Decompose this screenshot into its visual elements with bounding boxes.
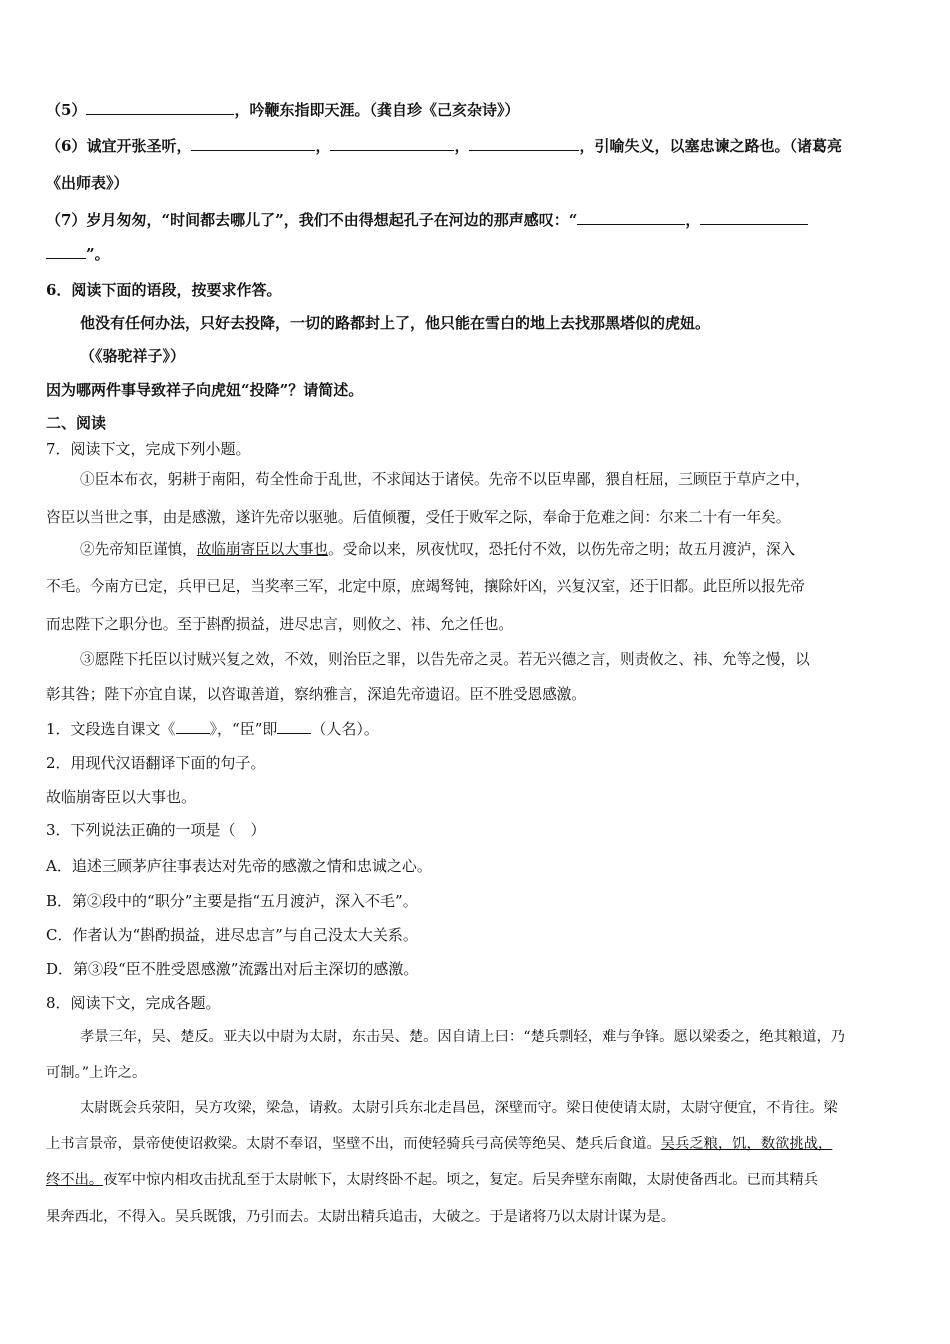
q8-passage-p2-l1: 太尉既会兵荥阳，吴方攻梁，梁急，请救。太尉引兵东北走昌邑，深壁而守。梁日使使请太尉，太尉守便宜，不肯往。梁 [80,1100,838,1116]
q8-passage-p1-l2: 可制。”上许之。 [46,1065,147,1081]
q6-source: （《骆驼祥子》） [80,347,186,365]
q7-heading: 7．阅读下文，完成下列小题。 [46,440,251,458]
q7-sub1: 1．文段选自课文《 》，“臣”即 （人名）。 [46,720,379,738]
q7-passage-p1-l1: ①臣本布衣，躬耕于南阳，苟全性命于乱世，不求闻达于诸侯。先帝不以臣卑鄙，猥自枉屈，三顾臣于草庐之中， [80,471,810,488]
option-a[interactable]: A．追述三顾茅庐往事表达对先帝的感激之情和忠诚之心。 [46,857,432,875]
option-b[interactable]: B．第②段中的“职分”主要是指“五月渡泸，深入不毛”。 [46,892,418,910]
answer-blank[interactable] [700,210,808,225]
q5-item-6: （6）诚宜开张圣听， ， ， ，引喻失义，以塞忠谏之路也。（诸葛亮 [46,137,842,155]
answer-blank[interactable] [577,210,685,225]
q7-passage-p3-l1: ③愿陛下托臣以讨贼兴复之效，不效，则治臣之罪，以告先帝之灵。若无兴德之言，则责攸之、祎、允等之慢，以 [80,651,810,668]
q8-passage-p1-l1: 孝景三年，吴、楚反。亚夫以中尉为太尉，东击吴、楚。因自请上曰：“楚兵剽轻，难与争锋。愿以梁委之，绝其粮道，乃 [80,1029,846,1045]
section-title: 二、阅读 [46,414,107,432]
q7-passage-p2-l1: ②先帝知臣谨慎，故临崩寄臣以大事也。受命以来，夙夜忧叹，恐托付不效，以伤先帝之明；故五月渡泸，深入 [80,541,796,558]
q7-sub2: 2．用现代汉语翻译下面的句子。 [46,754,266,772]
underlined-sentence: 故临崩寄臣以大事也 [196,541,329,558]
q7-passage-p1-l2: 咨臣以当世之事，由是感激，遂许先帝以驱驰。后值倾覆，受任于败军之际，奉命于危难之间：尔来二十有一年矣。 [46,509,791,526]
underlined-sentence: 终不出。 [46,1172,104,1188]
answer-blank[interactable] [191,136,315,151]
option-d[interactable]: D．第③段“臣不胜受恩感激”流露出对后主深切的感激。 [46,960,419,978]
q8-heading: 8．阅读下文，完成各题。 [46,994,221,1012]
q5-item-6-cont: 《出师表》） [46,174,129,192]
q8-passage-p2-l4: 果奔西北，不得入。吴兵既饿，乃引而去。太尉出精兵追击，大破之。于是诸将乃以太尉计谋为是。 [46,1209,676,1225]
q7-passage-p2-l3: 而忠陛下之职分也。至于斟酌损益，进尽忠言，则攸之、祎、允之任也。 [46,616,514,633]
q5-item-7-cont: ”。 [46,244,110,264]
q8-passage-p2-l2: 上书言景帝，景帝使使诏救梁。太尉不奉诏，坚壁不出，而使轻骑兵弓高侯等绝吴、楚兵后食道。吴兵乏粮，饥，数欲挑战， [46,1136,833,1152]
option-c[interactable]: C．作者认为“斟酌损益，进尽忠言”与自己没太大关系。 [46,926,418,944]
q8-passage-p2-l3: 终不出。夜军中惊内相攻击扰乱至于太尉帐下，太尉终卧不起。顷之，复定。后吴奔壁东南陬，太尉使备西北。已而其精兵 [46,1172,819,1188]
answer-blank[interactable] [46,244,86,259]
underlined-sentence: 吴兵乏粮，饥，数欲挑战， [660,1136,833,1152]
q6-heading: 6．阅读下面的语段，按要求作答。 [46,281,282,299]
q7-sub3: 3．下列说法正确的一项是（ ） [46,821,266,839]
q7-sub2-sentence: 故临崩寄臣以大事也。 [46,788,197,806]
answer-blank[interactable] [330,136,454,151]
answer-blank[interactable] [176,719,210,734]
answer-blank[interactable] [86,100,234,115]
q6-question: 因为哪两件事导致祥子向虎妞“投降”？请简述。 [46,381,364,399]
q6-quote: 他没有任何办法，只好去投降，一切的路都封上了，他只能在雪白的地上去找那黑塔似的虎妞。 [80,314,711,332]
q5-item-5: （5） ，吟鞭东指即天涯。（龚自珍《己亥杂诗》） [46,101,520,119]
answer-blank[interactable] [277,719,311,734]
q7-passage-p2-l2: 不毛。今南方已定，兵甲已足，当奖率三军，北定中原，庶竭驽钝，攘除奸凶，兴复汉室，还于旧都。此臣所以报先帝 [46,578,805,595]
q7-passage-p3-l2: 彰其咎；陛下亦宜自谋，以咨诹善道，察纳雅言，深追先帝遗诏。臣不胜受恩感激。 [46,686,586,703]
q5-item-7: （7）岁月匆匆，“时间都去哪儿了”，我们不由得想起孔子在河边的那声感叹：“ ， [46,210,808,230]
answer-blank[interactable] [469,136,579,151]
